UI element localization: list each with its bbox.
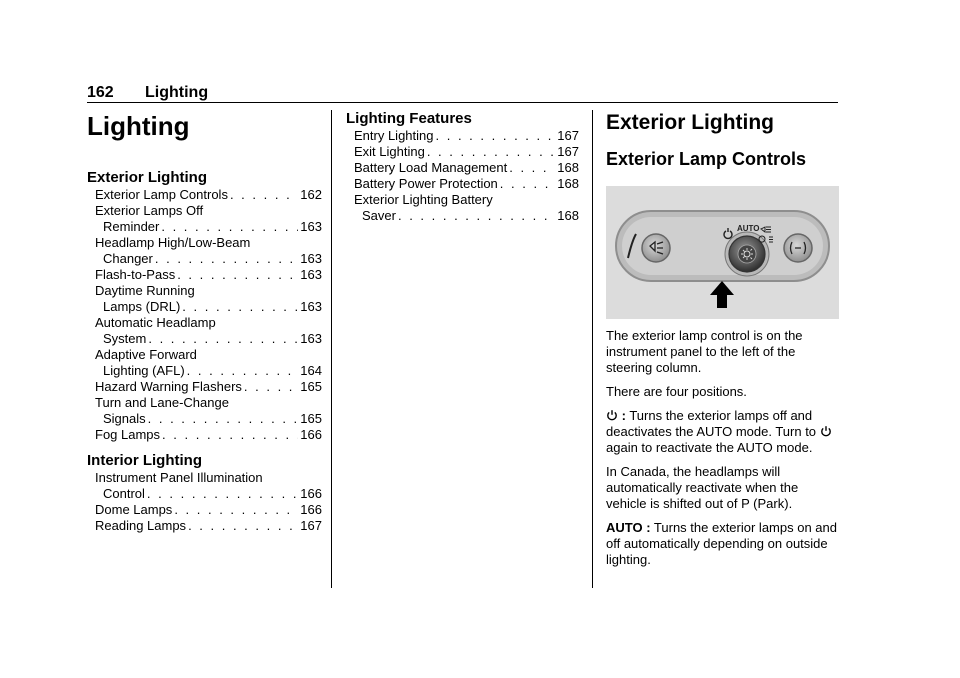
- left-button: [642, 234, 670, 262]
- toc-entry-label-line1: Headlamp High/Low-Beam: [95, 235, 251, 250]
- paragraph-off: [606, 408, 839, 456]
- running-header-section: Lighting: [145, 84, 209, 101]
- toc-entry[interactable]: [346, 176, 579, 192]
- toc-leader-dots: [174, 502, 298, 518]
- toc-leader-dots: [509, 160, 555, 176]
- toc-entry-label: Lamps (DRL): [103, 299, 181, 314]
- toc-entry-label: Dome Lamps: [95, 502, 173, 517]
- toc-entry-label-line1: Adaptive Forward: [95, 347, 197, 362]
- toc-entry[interactable]: [87, 235, 322, 267]
- toc-entry-page: 166: [300, 502, 322, 517]
- column-divider: [331, 110, 332, 588]
- toc-entry-label: Fog Lamps: [95, 427, 161, 442]
- toc-entry-label: Changer: [103, 251, 153, 266]
- column-divider: [592, 110, 593, 588]
- toc-entry-page: 164: [300, 363, 322, 378]
- toc-entry-page: 168: [557, 208, 579, 223]
- toc-entry-page: 163: [300, 299, 322, 314]
- subsection-title: Exterior Lamp Controls: [606, 149, 807, 169]
- auto-text: Turns the exterior lamps on and off automatically depending on outside lighting.: [606, 520, 837, 567]
- toc-entry-label-line1: Turn and Lane-Change: [95, 395, 229, 410]
- toc-column-1: [87, 108, 322, 534]
- toc-list-interior: [87, 470, 322, 534]
- toc-entry-page: 168: [557, 160, 579, 175]
- power-symbol-icon: [606, 409, 618, 421]
- toc-entry[interactable]: [346, 128, 579, 144]
- toc-entry-label-line1: Automatic Headlamp: [95, 315, 216, 330]
- toc-entry[interactable]: [87, 203, 322, 235]
- toc-leader-dots: [187, 363, 299, 379]
- toc-list-features: [346, 128, 579, 224]
- toc-entry-page: 167: [557, 144, 579, 159]
- toc-entry[interactable]: [87, 502, 322, 518]
- toc-leader-dots: [147, 486, 298, 502]
- lamp-control-photo: [606, 186, 839, 319]
- toc-entry-label: Entry Lighting: [354, 128, 434, 143]
- toc-entry-label: Saver: [362, 208, 396, 223]
- toc-entry-page: 165: [300, 411, 322, 426]
- toc-list-exterior: [87, 187, 322, 443]
- toc-column-2: [346, 110, 579, 224]
- off-text: Turns the exterior lamps off and deactivates the AUTO mode. Turn to: [606, 408, 817, 439]
- toc-entry[interactable]: [346, 144, 579, 160]
- toc-leader-dots: [148, 411, 299, 427]
- toc-entry-label-line1: Exterior Lighting Battery: [354, 192, 493, 207]
- toc-leader-dots: [436, 128, 556, 144]
- toc-leader-dots: [244, 379, 298, 395]
- content-column: [606, 110, 839, 568]
- toc-entry-label: Exterior Lamp Controls: [95, 187, 228, 202]
- toc-leader-dots: [161, 219, 298, 235]
- toc-entry-label-line1: Daytime Running: [95, 283, 195, 298]
- toc-entry-label: Control: [103, 486, 145, 501]
- toc-leader-dots: [162, 427, 298, 443]
- toc-entry-label: Lighting (AFL): [103, 363, 185, 378]
- toc-leader-dots: [177, 267, 298, 283]
- off-text-continued: again to reactivate the AUTO mode.: [606, 440, 813, 455]
- toc-leader-dots: [155, 251, 298, 267]
- toc-entry-label-line1: Instrument Panel Illumination: [95, 470, 263, 485]
- page-number: 162: [87, 84, 114, 101]
- toc-entry-page: 167: [557, 128, 579, 143]
- power-symbol-icon: [820, 425, 832, 437]
- toc-entry-page: 167: [300, 518, 322, 533]
- toc-entry[interactable]: [87, 427, 322, 443]
- toc-entry-label: Flash-to-Pass: [95, 267, 176, 282]
- header-rule: [87, 102, 838, 103]
- chapter-title: Lighting: [87, 111, 190, 141]
- toc-entry[interactable]: [87, 379, 322, 395]
- toc-leader-dots: [188, 518, 298, 534]
- toc-entry-label: Reminder: [103, 219, 160, 234]
- toc-leader-dots: [500, 176, 556, 192]
- toc-entry-page: 163: [300, 267, 322, 282]
- toc-entry-page: 165: [300, 379, 322, 394]
- paragraph-positions: There are four positions.: [606, 384, 747, 399]
- toc-entry[interactable]: [87, 315, 322, 347]
- toc-entry[interactable]: [346, 192, 579, 224]
- paragraph-location: The exterior lamp control is on the instrument panel to the left of the steering column.: [606, 328, 803, 375]
- toc-entry-label: Hazard Warning Flashers: [95, 379, 242, 394]
- toc-leader-dots: [427, 144, 555, 160]
- auto-label: AUTO: [737, 224, 760, 233]
- toc-leader-dots: [148, 331, 298, 347]
- toc-entry-label-line1: Exterior Lamps Off: [95, 203, 204, 218]
- running-header: [87, 84, 838, 103]
- toc-entry-page: 163: [300, 219, 322, 234]
- toc-entry-page: 162: [300, 187, 322, 202]
- toc-entry-page: 163: [300, 331, 322, 346]
- toc-entry-label: Battery Power Protection: [354, 176, 498, 191]
- toc-entry-page: 163: [300, 251, 322, 266]
- toc-entry[interactable]: [87, 283, 322, 315]
- section-title: Exterior Lighting: [606, 111, 774, 134]
- toc-entry-page: 166: [300, 486, 322, 501]
- toc-entry[interactable]: [87, 470, 322, 502]
- toc-entry[interactable]: [87, 267, 322, 283]
- toc-leader-dots: [182, 299, 298, 315]
- paragraph-canada: In Canada, the headlamps will automatically reactivate when the vehicle is shifted out of P (Park).: [606, 464, 799, 511]
- toc-leader-dots: [230, 187, 298, 203]
- toc-entry[interactable]: [87, 187, 322, 203]
- auto-term: AUTO :: [606, 520, 651, 535]
- toc-leader-dots: [398, 208, 555, 224]
- toc-entry-page: 168: [557, 176, 579, 191]
- toc-heading-exterior: Exterior Lighting: [87, 169, 207, 186]
- toc-heading-features: Lighting Features: [346, 110, 472, 127]
- toc-entry[interactable]: [87, 347, 322, 379]
- toc-entry-label: System: [103, 331, 147, 346]
- toc-heading-interior: Interior Lighting: [87, 452, 202, 469]
- toc-entry[interactable]: [87, 518, 322, 534]
- toc-entry[interactable]: [87, 395, 322, 427]
- toc-entry-label: Reading Lamps: [95, 518, 187, 533]
- off-separator: :: [618, 408, 626, 423]
- toc-entry-page: 166: [300, 427, 322, 442]
- toc-entry-label: Exit Lighting: [354, 144, 425, 159]
- paragraph-auto: [606, 520, 839, 568]
- toc-entry-label: Signals: [103, 411, 146, 426]
- toc-entry-label: Battery Load Management: [354, 160, 508, 175]
- toc-entry[interactable]: [346, 160, 579, 176]
- lamp-control-illustration: [606, 186, 839, 319]
